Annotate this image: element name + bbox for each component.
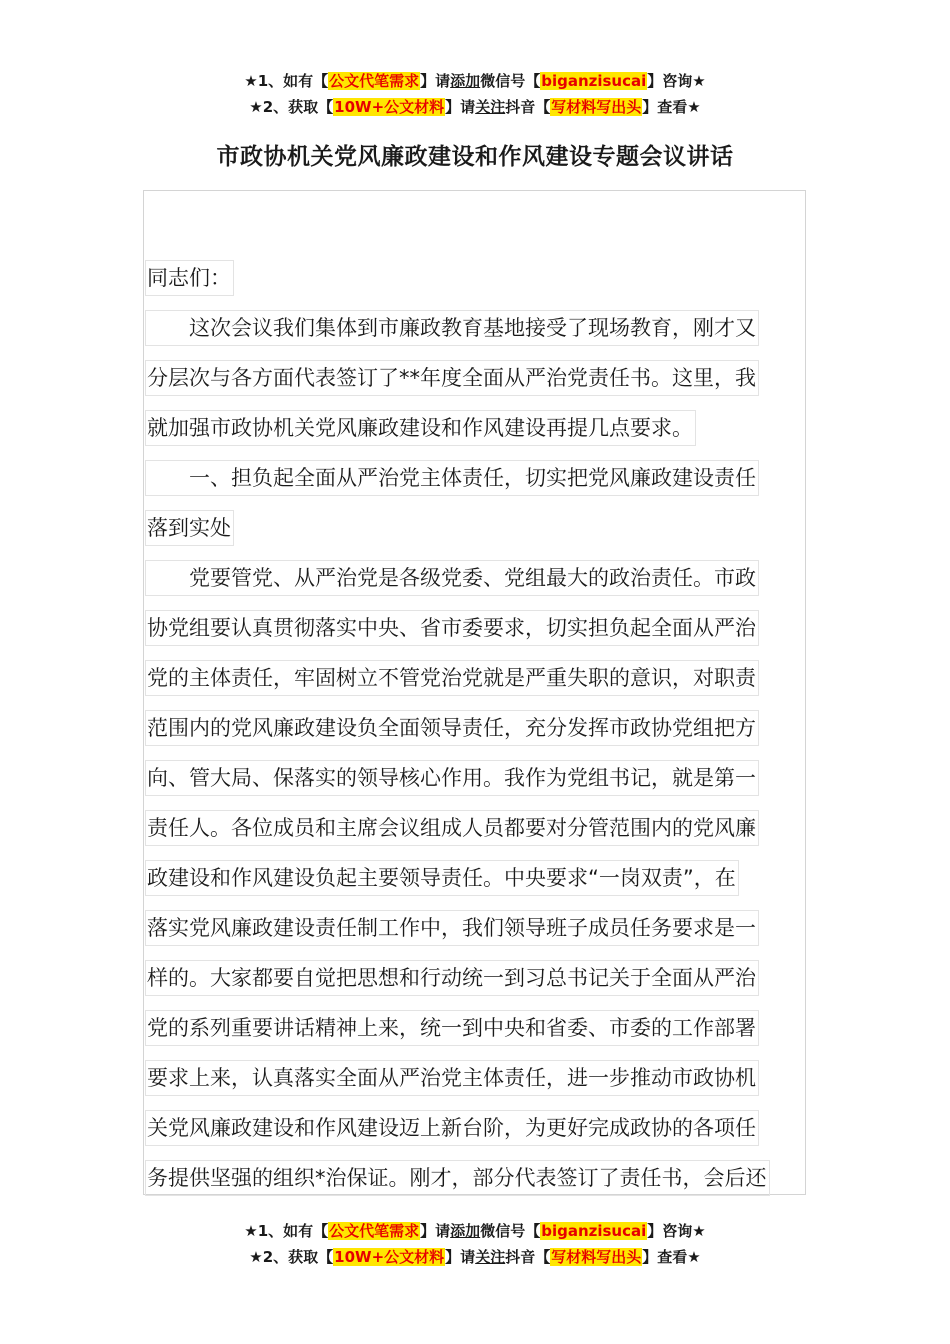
text-line: 落到实处 (145, 508, 805, 558)
text-line: 关党风廉政建设和作风建设迈上新台阶，为更好完成政协的各项任 (145, 1108, 805, 1158)
text-line: 范围内的党风廉政建设负全面领导责任，充分发挥市政协党组把方 (145, 708, 805, 758)
highlight-wechat-id: biganzisucai (541, 1222, 647, 1240)
document-body (145, 258, 805, 1208)
star-icon: ★ (692, 1222, 706, 1240)
text-line: 样的。大家都要自觉把思想和行动统一到习总书记关于全面从严治 (145, 958, 805, 1008)
promo-line-1: ★1、如有【公文代笔需求】请添加微信号【biganzisucai】咨询★ (244, 72, 706, 90)
highlight-service: 公文代笔需求 (329, 72, 420, 90)
star-icon: ★ (249, 1248, 263, 1266)
text-line: 党的系列重要讲话精神上来，统一到中央和省委、市委的工作部署 (145, 1008, 805, 1058)
text-line: 政建设和作风建设负起主要领导责任。中央要求“一岗双责”，在 (145, 858, 805, 908)
star-icon: ★ (244, 72, 258, 90)
text-line: 务提供坚强的组织*治保证。刚才，部分代表签订了责任书，会后还 (145, 1158, 805, 1208)
text-line: 向、管大局、保落实的领导核心作用。我作为党组书记，就是第一 (145, 758, 805, 808)
promo-line-2: ★2、获取【10W+公文材料】请关注抖音【写材料写出头】查看★ (249, 98, 701, 116)
document-title: 市政协机关党风廉政建设和作风建设专题会议讲话 (216, 144, 734, 170)
promo-line-1: ★1、如有【公文代笔需求】请添加微信号【biganzisucai】咨询★ (244, 1222, 706, 1240)
text-line: 就加强市政协机关党风廉政建设和作风建设再提几点要求。 (145, 408, 805, 458)
highlight-materials: 10W+公文材料 (334, 1248, 445, 1266)
text-line: 要求上来，认真落实全面从严治党主体责任，进一步推动市政协机 (145, 1058, 805, 1108)
text-line: 党要管党、从严治党是各级党委、党组最大的政治责任。市政 (145, 558, 805, 608)
promo-line-2: ★2、获取【10W+公文材料】请关注抖音【写材料写出头】查看★ (249, 1248, 701, 1266)
text-line: 协党组要认真贯彻落实中央、省市委要求，切实担负起全面从严治 (145, 608, 805, 658)
text-line: 一、担负起全面从严治党主体责任，切实把党风廉政建设责任 (145, 458, 805, 508)
star-icon: ★ (244, 1222, 258, 1240)
highlight-service: 公文代笔需求 (329, 1222, 420, 1240)
promo-footer (0, 1218, 950, 1270)
highlight-wechat-id: biganzisucai (541, 72, 647, 90)
highlight-douyin: 写材料写出头 (551, 98, 642, 116)
text-line: 责任人。各位成员和主席会议组成人员都要对分管范围内的党风廉 (145, 808, 805, 858)
text-line: 同志们： (145, 258, 805, 308)
text-line: 分层次与各方面代表签订了**年度全面从严治党责任书。这里，我 (145, 358, 805, 408)
highlight-douyin: 写材料写出头 (551, 1248, 642, 1266)
star-icon: ★ (687, 1248, 701, 1266)
star-icon: ★ (687, 98, 701, 116)
text-line: 这次会议我们集体到市廉政教育基地接受了现场教育，刚才又 (145, 308, 805, 358)
text-line: 落实党风廉政建设责任制工作中，我们领导班子成员任务要求是一 (145, 908, 805, 958)
promo-header (0, 68, 950, 120)
star-icon: ★ (692, 72, 706, 90)
star-icon: ★ (249, 98, 263, 116)
text-line: 党的主体责任，牢固树立不管党治党就是严重失职的意识，对职责 (145, 658, 805, 708)
highlight-materials: 10W+公文材料 (334, 98, 445, 116)
